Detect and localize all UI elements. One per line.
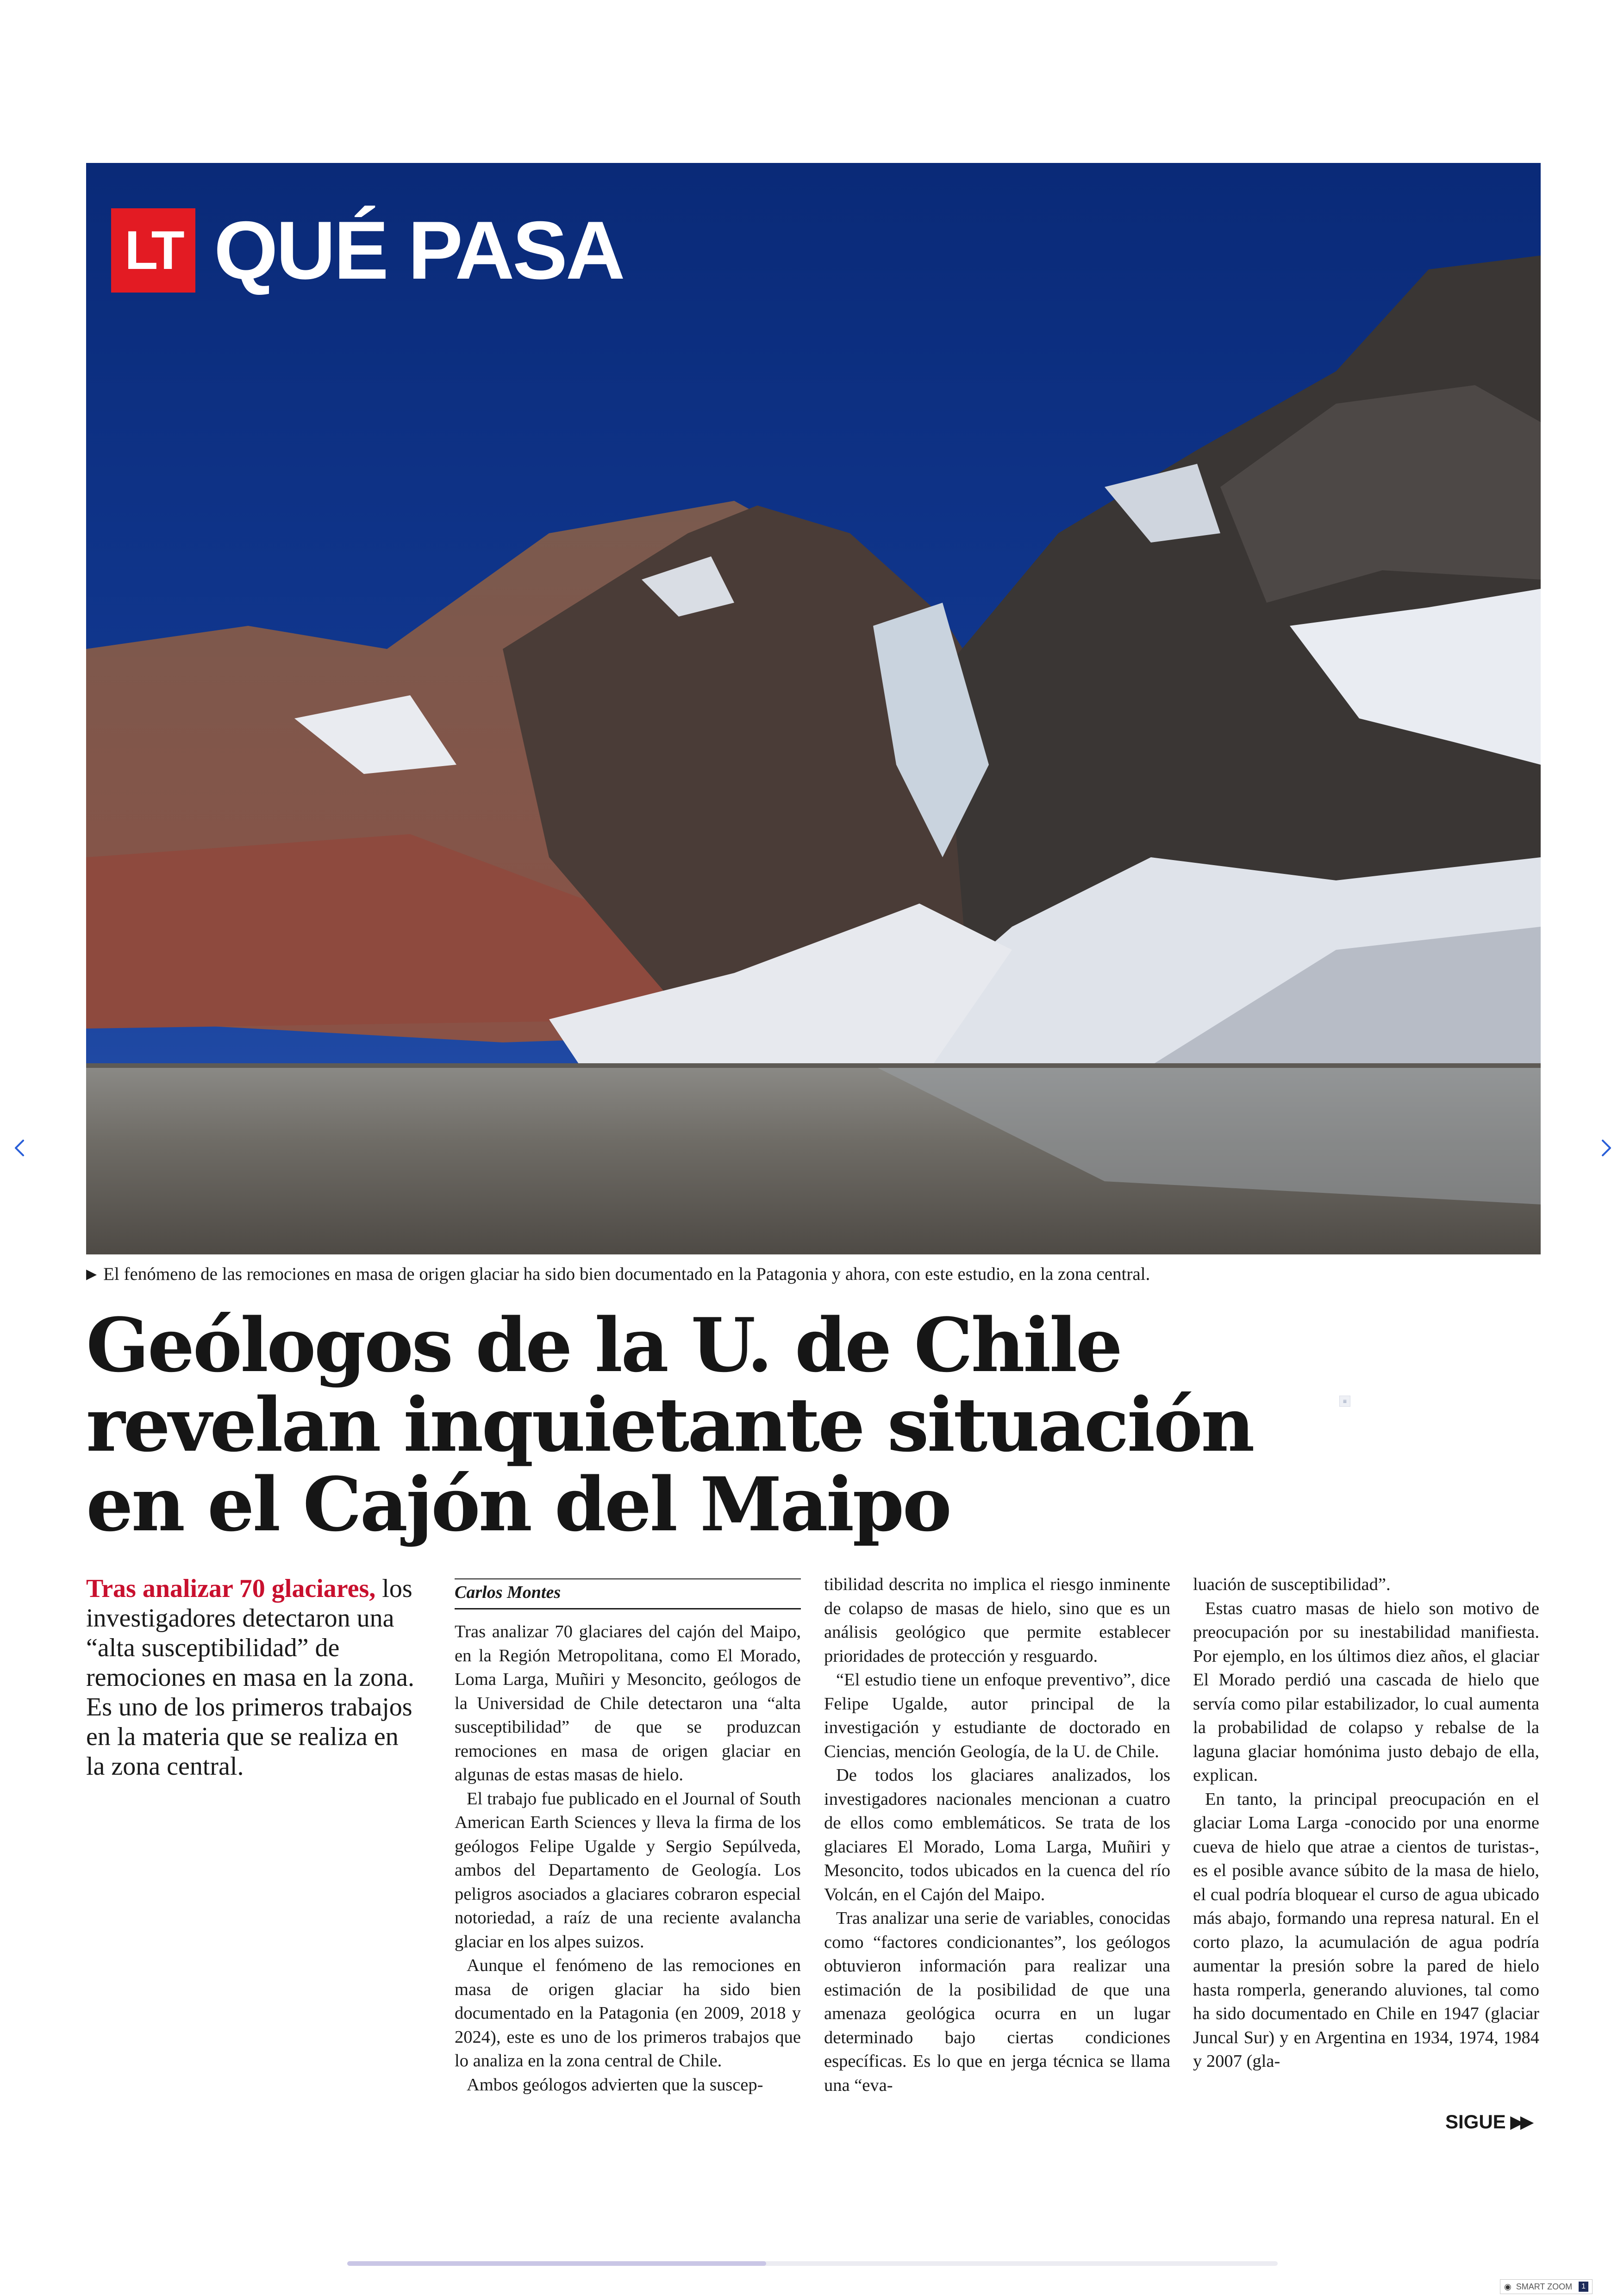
body-paragraph: luación de susceptibilidad”.: [1193, 1575, 1391, 1594]
annotation-marker-icon[interactable]: ≡: [1339, 1396, 1350, 1407]
chevron-left-icon: [6, 1134, 33, 1162]
continue-label: SIGUE: [1445, 2111, 1506, 2133]
body-paragraph: tibilidad descrita no implica el riesgo inminente de colapso de masas de hielo, sino que es un análisis geológico que permite establecer prioridades de protección y resguardo.: [824, 1575, 1170, 1666]
next-page-button[interactable]: [1593, 1134, 1620, 1162]
chevron-right-icon: [1593, 1134, 1620, 1162]
body-paragraph: Estas cuatro masas de hielo son motivo de preocupación por su inestabilidad manifiesta. Por ejemplo, en los últimos diez años, el glaciar El Morado perdió una cascada de hielo que servía como pilar estabilizador, lo cual aumenta la probabilidad de colapso y rebalse de la laguna glaciar homónima justo debajo de ella, explican.: [1193, 1598, 1539, 1785]
article-headline: [86, 1302, 1313, 1548]
page-number-badge: 1: [1579, 2282, 1588, 2292]
body-column-1: [455, 1620, 801, 2097]
smart-zoom-button[interactable]: [1500, 2279, 1593, 2294]
section-title: QUÉ PASA: [214, 204, 624, 296]
body-paragraph: En tanto, la principal preocupación en el glaciar Loma Larga -conocido por una enorme cueva de hielo que atrae a cientos de turistas-, es el posible avance súbito de la masa de hielo, el cual podría bloquear el curso de agua ubicado más abajo, formando una represa natural. En el corto plazo, la acumulación de agua podría aumentar la presión sobre la pared de hielo hasta romperla, generando aluviones, tal como ha sido documentado en Chile en 1947 (glaciar Juncal Sur) y en Argentina en 1934, 1974, 1984 y 2007 (gla-: [1193, 1789, 1539, 2071]
body-paragraph: “El estudio tiene un enfoque preventivo”, dice Felipe Ugalde, autor principal de la investigación y estudiante de doctorado en Ciencias, mención Geología, de la U. de Chile.: [824, 1670, 1170, 1761]
continue-link[interactable]: [1445, 2111, 1530, 2133]
body-paragraph: Tras analizar 70 glaciares del cajón del Maipo, en la Región Metropolitana, como El Morado, Loma Larga, Muñiri y Mesoncito, geólogos de la Universidad de Chile detectaron una “alta susceptibilidad” de que se produzcan remociones en masa de origen glaciar en algunas de estas masas de hielo.: [455, 1622, 801, 1784]
article-lead: [86, 1574, 419, 1781]
headline-line-3: en el Cajón del Maipo: [86, 1461, 950, 1548]
lead-text: los investigadores detectaron una “alta susceptibilidad” de remociones en masa en la zona. Es uno de los primeros trabajos en la materia que se realiza en la zona central.: [86, 1574, 415, 1781]
body-column-3: [1193, 1573, 1539, 2074]
double-arrow-right-icon: ▶▶: [1510, 2112, 1531, 2131]
body-paragraph: El trabajo fue publicado en el Journal of South American Earth Sciences y lleva la firma de los geólogos Felipe Ugalde y Sergio Sepúlveda, ambos del Departamento de Geología. Los peligros asociados a glaciares cobraron especial notoriedad, a raíz de una reciente avalancha glaciar en los alpes suizos.: [455, 1789, 801, 1952]
prev-page-button[interactable]: [6, 1134, 33, 1162]
byline-rule: [455, 1578, 801, 1579]
byline: Carlos Montes: [455, 1582, 801, 1609]
smart-zoom-label: SMART ZOOM: [1516, 2282, 1573, 2291]
reading-progress-fill: [347, 2261, 766, 2266]
photo-caption: [86, 1264, 1541, 1285]
masthead: [111, 204, 624, 296]
body-paragraph: De todos los glaciares analizados, los investigadores nacionales mencionan a cuatro de ellos como emblemáticos. Se trata de los glaciares El Morado, Loma Larga, Muñiri y Mesoncito, todos ubicados en la cuenca del río Volcán, en el Cajón del Maipo.: [824, 1765, 1170, 1904]
eye-icon: ◉: [1504, 2282, 1512, 2291]
caption-marker-icon: ▶: [86, 1266, 97, 1282]
lead-highlight: Tras analizar 70 glaciares,: [86, 1574, 376, 1603]
hero-photo: [86, 163, 1541, 1254]
body-column-2: [824, 1573, 1170, 2097]
headline-line-1: Geólogos de la U. de Chile: [86, 1302, 1121, 1389]
body-paragraph: Ambos geólogos advierten que la suscep-: [467, 2075, 763, 2095]
caption-text: El fenómeno de las remociones en masa de origen glaciar ha sido bien documentado en la Patagonia y ahora, con este estudio, en la zona central.: [103, 1264, 1150, 1284]
headline-line-2: revelan inquietante situación: [86, 1381, 1253, 1468]
body-paragraph: Tras analizar una serie de variables, conocidas como “factores condicionantes”, los geólogos obtuvieron información para realizar una estimación de la posibilidad de que una amenaza geológica ocurra en un lugar determinado bajo ciertas condiciones específicas. Es lo que en jerga técnica se llama una “eva-: [824, 1908, 1170, 2095]
lt-logo: LT: [111, 208, 195, 293]
body-paragraph: Aunque el fenómeno de las remociones en masa de origen glaciar ha sido bien documentado en la Patagonia (en 2009, 2018 y 2024), este es uno de los primeros trabajos que lo analiza en la zona central de Chile.: [455, 1956, 801, 2070]
